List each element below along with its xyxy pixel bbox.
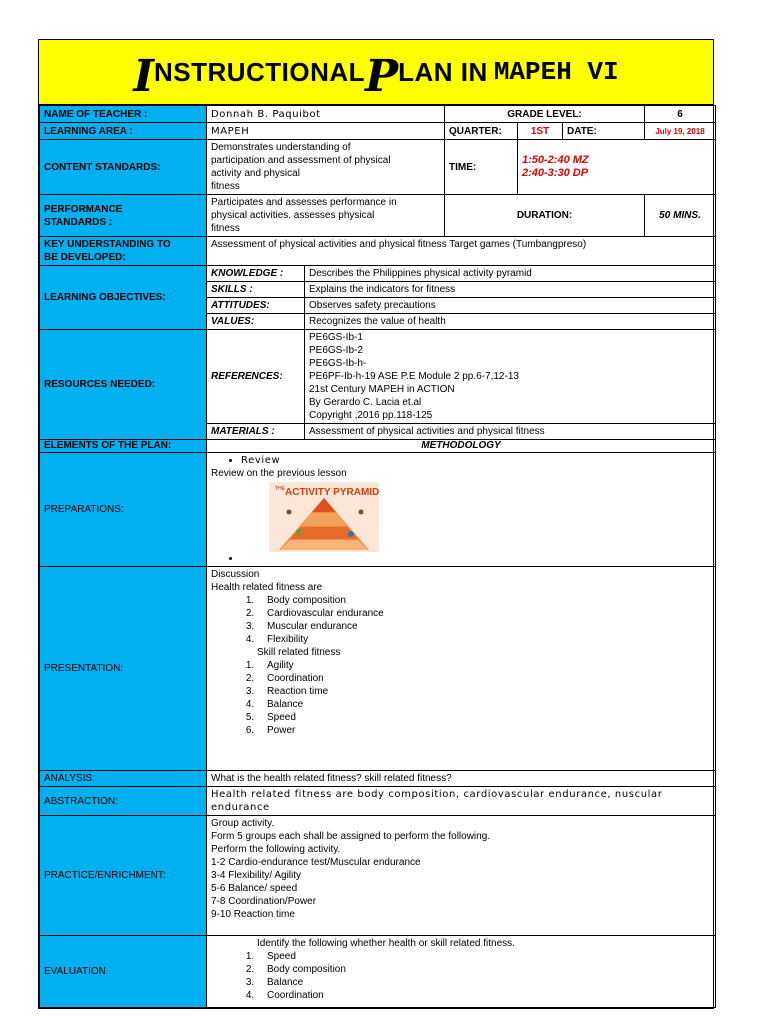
duration-value: 50 MINS. <box>645 195 716 237</box>
evaluation-label: EVALUATION <box>40 936 207 1008</box>
pyramid-title: ACTIVITY PYRAMID <box>285 487 379 498</box>
skill-title: Skill related fitness <box>257 647 341 658</box>
list-item: 3. Balance <box>257 976 711 989</box>
title-cap-i: I <box>133 50 154 102</box>
presentation-content: Discussion Health related fitness are 1. Body composition 2. Cardiovascular endurance 3. Muscular endurance 4. Flexibility Skill related fitness 1. Agility 2. Coordination 3. Reaction time 4. Balance 5. Speed 6. Power <box>207 567 716 771</box>
methodology-header: METHODOLOGY <box>207 440 716 453</box>
resources-label: RESOURCES NEEDED: <box>40 330 207 440</box>
analysis-label: ANALYSIS: <box>40 771 207 787</box>
list-item: 3. Muscular endurance <box>257 620 711 633</box>
title-subject: MAPEH VI <box>493 57 619 87</box>
materials-value: Assessment of physical activities and physical fitness <box>305 424 716 440</box>
quarter-value: 1ST <box>518 123 563 140</box>
skills-label: SKILLS : <box>207 282 305 298</box>
health-fitness-list <box>211 594 711 646</box>
performance-standards-label: PERFORMANCE STANDARDS : <box>40 195 207 237</box>
pyramid-the-label: THE <box>275 486 285 492</box>
content-standards-label: CONTENT STANDARDS: <box>40 140 207 195</box>
review-bullet: • Review <box>241 454 711 467</box>
evaluation-content <box>207 936 716 1008</box>
empty-bullet <box>241 552 711 565</box>
knowledge-value: Describes the Philippines physical activity pyramid <box>305 266 716 282</box>
grade-value: 6 <box>645 106 716 123</box>
title-part-2: LAN IN <box>398 56 488 87</box>
abstraction-value: Health related fitness are body composition, cardiovascular endurance, nuscular endurance <box>207 787 716 816</box>
materials-label: MATERIALS : <box>207 424 305 440</box>
key-understanding-label: KEY UNDERSTANDING TO BE DEVELOPED: <box>40 237 207 266</box>
list-item: 5. Speed <box>257 711 711 724</box>
abstraction-label: ABSTRACTION: <box>40 787 207 816</box>
attitudes-value: Observes safety precautions <box>305 298 716 314</box>
preparations-content <box>207 453 716 567</box>
duration-label: DURATION: <box>445 195 645 237</box>
teacher-value: Donnah B. Paquibot <box>207 106 445 123</box>
content-standards-value: Demonstrates understanding of participation and assessment of physical activity and physical fitness <box>207 140 445 195</box>
quarter-label: QUARTER: <box>445 123 518 140</box>
evaluation-intro: Identify the following whether health or skill related fitness. <box>257 938 515 949</box>
evaluation-list <box>211 950 711 1002</box>
time-value: 1:50-2:40 MZ 2:40-3:30 DP <box>518 140 716 195</box>
references-label: REFERENCES: <box>207 330 305 424</box>
date-value: July 19, 2018 <box>645 123 716 140</box>
skills-value: Explains the indicators for fitness <box>305 282 716 298</box>
knowledge-label: KNOWLEDGE : <box>207 266 305 282</box>
key-understanding-value: Assessment of physical activities and physical fitness Target games (Tumbangpreso) <box>207 237 716 266</box>
plan-table <box>39 105 716 1008</box>
presentation-label: PRESENTATION: <box>40 567 207 771</box>
list-item: 2. Body composition <box>257 963 711 976</box>
skill-fitness-list <box>211 659 711 737</box>
list-item: 1. Agility <box>257 659 711 672</box>
references-value: PE6GS-Ib-1 PE6GS-Ib-2 PE6GS-Ib-h- PE6PF-Ib-h-19 ASE P.E Module 2 pp.6-7,12-13 21st Century MAPEH in ACTION By Gerardo C. Lacia et.al Copyright ,2016 pp.118-125 <box>305 330 716 424</box>
area-label: LEARNING AREA : <box>40 123 207 140</box>
teacher-label: NAME OF TEACHER : <box>40 106 207 123</box>
title-part-1: NSTRUCTIONAL <box>153 56 366 87</box>
values-label: VALUES: <box>207 314 305 330</box>
elements-label: ELEMENTS OF THE PLAN: <box>40 440 207 453</box>
attitudes-label: ATTITUDES: <box>207 298 305 314</box>
list-item: 4. Balance <box>257 698 711 711</box>
review-text: Review on the previous lesson <box>211 468 347 479</box>
list-item: 3. Reaction time <box>257 685 711 698</box>
date-label: DATE: <box>563 123 645 140</box>
learning-objectives-label: LEARNING OBJECTIVES: <box>40 266 207 330</box>
document-title <box>39 40 713 105</box>
time-label: TIME: <box>445 140 518 195</box>
list-item: 4. Coordination <box>257 989 711 1002</box>
practice-label: PRACTICE/ENRICHMENT: <box>40 816 207 936</box>
activity-pyramid-image <box>269 482 379 552</box>
list-item: 4. Flexibility <box>257 633 711 646</box>
list-item: 6. Power <box>257 724 711 737</box>
list-item: 1. Speed <box>257 950 711 963</box>
title-cap-p: P <box>365 50 399 102</box>
performance-standards-value: Participates and assesses performance in physical activities. assesses physical fitness <box>207 195 445 237</box>
list-item: 1. Body composition <box>257 594 711 607</box>
analysis-value: What is the health related fitness? skill related fitness? <box>207 771 716 787</box>
preparations-label: PREPARATIONS: <box>40 453 207 567</box>
list-item: 2. Coordination <box>257 672 711 685</box>
grade-label: GRADE LEVEL: <box>445 106 645 123</box>
area-value: MAPEH <box>207 123 445 140</box>
values-value: Recognizes the value of health <box>305 314 716 330</box>
lesson-plan-sheet <box>38 39 714 1009</box>
list-item: 2. Cardiovascular endurance <box>257 607 711 620</box>
practice-content: Group activity. Form 5 groups each shall be assigned to perform the following. Perform the following activity. 1-2 Cardio-endurance test/Muscular endurance 3-4 Flexibility/ Agility 5-6 Balance/ speed 7-8 Coordination/Power 9-10 Reaction time <box>207 816 716 936</box>
